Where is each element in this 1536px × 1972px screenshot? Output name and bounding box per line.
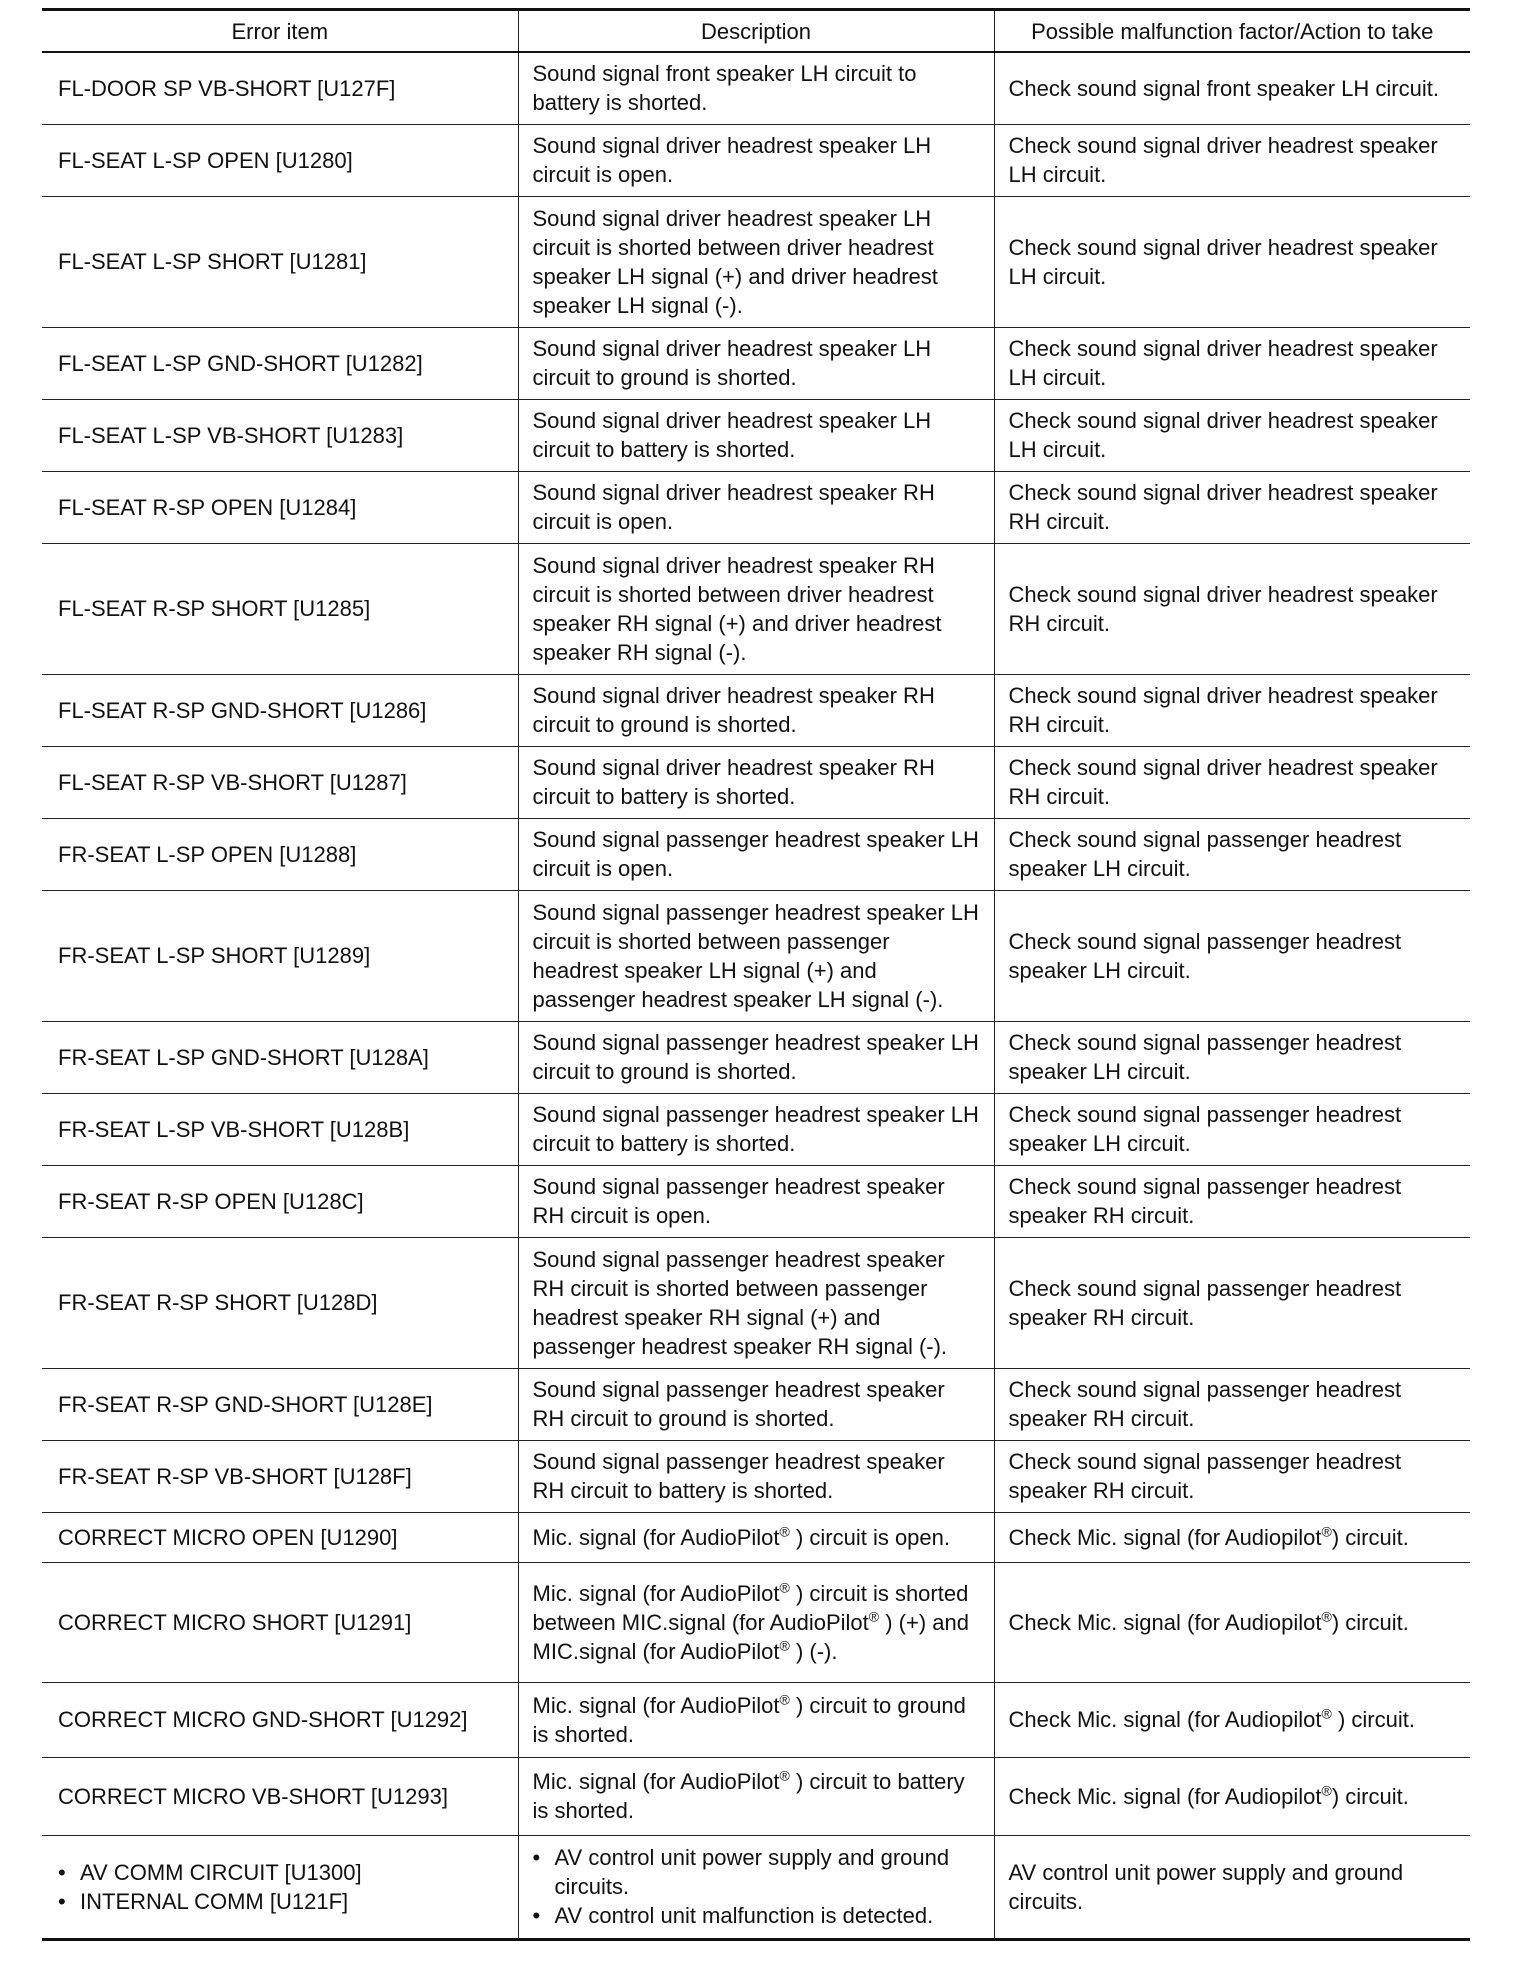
table-row (42, 1835, 1470, 1939)
error-item-cell: FR-SEAT L-SP SHORT [U1289] (42, 890, 518, 1021)
registered-mark: ® (1321, 1705, 1332, 1722)
table-row (42, 1368, 1470, 1440)
error-item-cell: FL-SEAT R-SP VB-SHORT [U1287] (42, 746, 518, 818)
description-cell: Sound signal driver headrest speaker RH circuit to battery is shorted. (518, 746, 994, 818)
action-cell: Check sound signal driver headrest speaker RH circuit. (994, 746, 1470, 818)
registered-mark: ® (1321, 1782, 1332, 1799)
error-item-cell: FR-SEAT L-SP OPEN [U1288] (42, 818, 518, 890)
description-cell: Mic. signal (for AudioPilot® ) circuit is open. (518, 1512, 994, 1562)
action-cell: Check sound signal driver headrest speaker LH circuit. (994, 196, 1470, 327)
error-item-cell: CORRECT MICRO VB-SHORT [U1293] (42, 1757, 518, 1835)
error-item-cell: FL-SEAT R-SP SHORT [U1285] (42, 543, 518, 674)
bullet-icon: • (58, 1859, 66, 1885)
table-row (42, 746, 1470, 818)
action-cell: Check sound signal driver headrest speaker LH circuit. (994, 399, 1470, 471)
error-item-cell: FR-SEAT R-SP GND-SHORT [U128E] (42, 1368, 518, 1440)
error-item-cell: FL-SEAT L-SP OPEN [U1280] (42, 124, 518, 196)
error-item-cell: CORRECT MICRO OPEN [U1290] (42, 1512, 518, 1562)
page (42, 8, 1470, 1941)
bullet-icon: • (532, 1903, 541, 1928)
error-item-cell: FL-DOOR SP VB-SHORT [U127F] (42, 52, 518, 124)
table-row (42, 1682, 1470, 1757)
action-cell: Check sound signal passenger headrest speaker LH circuit. (994, 1093, 1470, 1165)
header-error-item: Error item (42, 10, 518, 53)
list-item (533, 1843, 980, 1901)
registered-mark: ® (779, 1767, 790, 1784)
description-cell: Sound signal passenger headrest speaker RH circuit is open. (518, 1165, 994, 1237)
table-row (42, 543, 1470, 674)
description-cell: Sound signal driver headrest speaker RH circuit is shorted between driver headrest speaker RH signal (+) and driver headrest speaker RH signal (-). (518, 543, 994, 674)
list-item-text: INTERNAL COMM [U121F] (80, 1888, 349, 1914)
registered-mark: ® (779, 1523, 790, 1540)
description-cell: Sound signal passenger headrest speaker RH circuit is shorted between passenger headrest speaker RH signal (+) and passenger headrest speaker RH signal (-). (518, 1237, 994, 1368)
description-cell: Sound signal passenger headrest speaker LH circuit is shorted between passenger headrest speaker LH signal (+) and passenger headrest speaker LH signal (-). (518, 890, 994, 1021)
table-row (42, 674, 1470, 746)
action-cell: Check sound signal passenger headrest speaker RH circuit. (994, 1440, 1470, 1512)
action-cell: Check sound signal passenger headrest speaker RH circuit. (994, 1237, 1470, 1368)
list-item (58, 1858, 504, 1887)
error-item-cell: FR-SEAT L-SP GND-SHORT [U128A] (42, 1021, 518, 1093)
bullet-icon: • (532, 1845, 541, 1870)
error-item-cell: CORRECT MICRO GND-SHORT [U1292] (42, 1682, 518, 1757)
description-cell: Mic. signal (for AudioPilot® ) circuit to battery is shorted. (518, 1757, 994, 1835)
registered-mark: ® (779, 1579, 790, 1596)
table-row (42, 1440, 1470, 1512)
table-row (42, 1512, 1470, 1562)
action-cell: AV control unit power supply and ground circuits. (994, 1835, 1470, 1939)
description-cell (518, 1835, 994, 1939)
action-cell: Check Mic. signal (for Audiopilot®) circuit. (994, 1757, 1470, 1835)
error-item-cell: FL-SEAT R-SP GND-SHORT [U1286] (42, 674, 518, 746)
description-cell: Sound signal driver headrest speaker RH circuit to ground is shorted. (518, 674, 994, 746)
action-cell: Check sound signal passenger headrest speaker LH circuit. (994, 818, 1470, 890)
description-cell: Sound signal driver headrest speaker LH circuit is open. (518, 124, 994, 196)
action-cell: Check sound signal driver headrest speaker LH circuit. (994, 327, 1470, 399)
description-cell: Sound signal driver headrest speaker LH circuit is shorted between driver headrest speaker LH signal (+) and driver headrest speaker LH signal (-). (518, 196, 994, 327)
header-action: Possible malfunction factor/Action to take (994, 10, 1470, 53)
error-item-cell: FL-SEAT L-SP SHORT [U1281] (42, 196, 518, 327)
description-cell: Sound signal passenger headrest speaker RH circuit to ground is shorted. (518, 1368, 994, 1440)
error-item-cell: FR-SEAT L-SP VB-SHORT [U128B] (42, 1093, 518, 1165)
error-item-cell: FR-SEAT R-SP SHORT [U128D] (42, 1237, 518, 1368)
list-item-text: AV control unit malfunction is detected. (554, 1903, 934, 1928)
error-item-cell: CORRECT MICRO SHORT [U1291] (42, 1562, 518, 1682)
action-cell: Check sound signal passenger headrest speaker LH circuit. (994, 890, 1470, 1021)
action-cell: Check Mic. signal (for Audiopilot®) circuit. (994, 1562, 1470, 1682)
description-cell: Sound signal passenger headrest speaker LH circuit to ground is shorted. (518, 1021, 994, 1093)
table-row (42, 890, 1470, 1021)
table-row (42, 471, 1470, 543)
description-cell: Sound signal passenger headrest speaker LH circuit is open. (518, 818, 994, 890)
error-item-list (58, 1858, 504, 1916)
description-cell: Mic. signal (for AudioPilot® ) circuit is shorted between MIC.signal (for AudioPilot® ) (+) and MIC.signal (for AudioPilot® ) (-). (518, 1562, 994, 1682)
registered-mark: ® (779, 1637, 790, 1654)
table-row (42, 196, 1470, 327)
list-item (58, 1887, 504, 1916)
table-row (42, 124, 1470, 196)
registered-mark: ® (1321, 1523, 1332, 1540)
action-cell: Check sound signal driver headrest speaker LH circuit. (994, 124, 1470, 196)
action-cell: Check sound signal driver headrest speaker RH circuit. (994, 471, 1470, 543)
registered-mark: ® (779, 1691, 790, 1708)
description-cell: Sound signal driver headrest speaker LH circuit to ground is shorted. (518, 327, 994, 399)
table-row (42, 1165, 1470, 1237)
description-cell: Sound signal driver headrest speaker LH circuit to battery is shorted. (518, 399, 994, 471)
action-cell: Check sound signal passenger headrest speaker RH circuit. (994, 1165, 1470, 1237)
table-row (42, 1757, 1470, 1835)
registered-mark: ® (1321, 1608, 1332, 1625)
table-body (42, 52, 1470, 1939)
description-cell: Mic. signal (for AudioPilot® ) circuit to ground is shorted. (518, 1682, 994, 1757)
description-list (533, 1843, 980, 1930)
description-cell: Sound signal driver headrest speaker RH circuit is open. (518, 471, 994, 543)
error-item-cell: FL-SEAT R-SP OPEN [U1284] (42, 471, 518, 543)
error-item-cell: FR-SEAT R-SP OPEN [U128C] (42, 1165, 518, 1237)
error-item-cell: FL-SEAT L-SP VB-SHORT [U1283] (42, 399, 518, 471)
list-item (533, 1901, 980, 1930)
action-cell: Check Mic. signal (for Audiopilot® ) circuit. (994, 1682, 1470, 1757)
action-cell: Check sound signal driver headrest speaker RH circuit. (994, 674, 1470, 746)
action-cell: Check sound signal passenger headrest speaker RH circuit. (994, 1368, 1470, 1440)
action-cell: Check Mic. signal (for Audiopilot®) circuit. (994, 1512, 1470, 1562)
description-cell: Sound signal passenger headrest speaker LH circuit to battery is shorted. (518, 1093, 994, 1165)
list-item-text: AV COMM CIRCUIT [U1300] (80, 1859, 362, 1885)
description-cell: Sound signal passenger headrest speaker RH circuit to battery is shorted. (518, 1440, 994, 1512)
bullet-icon: • (58, 1888, 66, 1914)
error-item-cell: FR-SEAT R-SP VB-SHORT [U128F] (42, 1440, 518, 1512)
table-row (42, 399, 1470, 471)
registered-mark: ® (868, 1608, 880, 1625)
table-row (42, 818, 1470, 890)
table-row (42, 1237, 1470, 1368)
header-row (42, 10, 1470, 53)
action-cell: Check sound signal passenger headrest speaker LH circuit. (994, 1021, 1470, 1093)
error-item-cell: FL-SEAT L-SP GND-SHORT [U1282] (42, 327, 518, 399)
table-row (42, 1562, 1470, 1682)
table-row (42, 52, 1470, 124)
list-item-text: AV control unit power supply and ground circuits. (554, 1845, 950, 1899)
error-item-cell (42, 1835, 518, 1939)
table-row (42, 1021, 1470, 1093)
header-description: Description (518, 10, 994, 53)
action-cell: Check sound signal driver headrest speaker RH circuit. (994, 543, 1470, 674)
dtc-table (42, 8, 1470, 1941)
table-row (42, 1093, 1470, 1165)
table-row (42, 327, 1470, 399)
action-cell: Check sound signal front speaker LH circuit. (994, 52, 1470, 124)
description-cell: Sound signal front speaker LH circuit to battery is shorted. (518, 52, 994, 124)
